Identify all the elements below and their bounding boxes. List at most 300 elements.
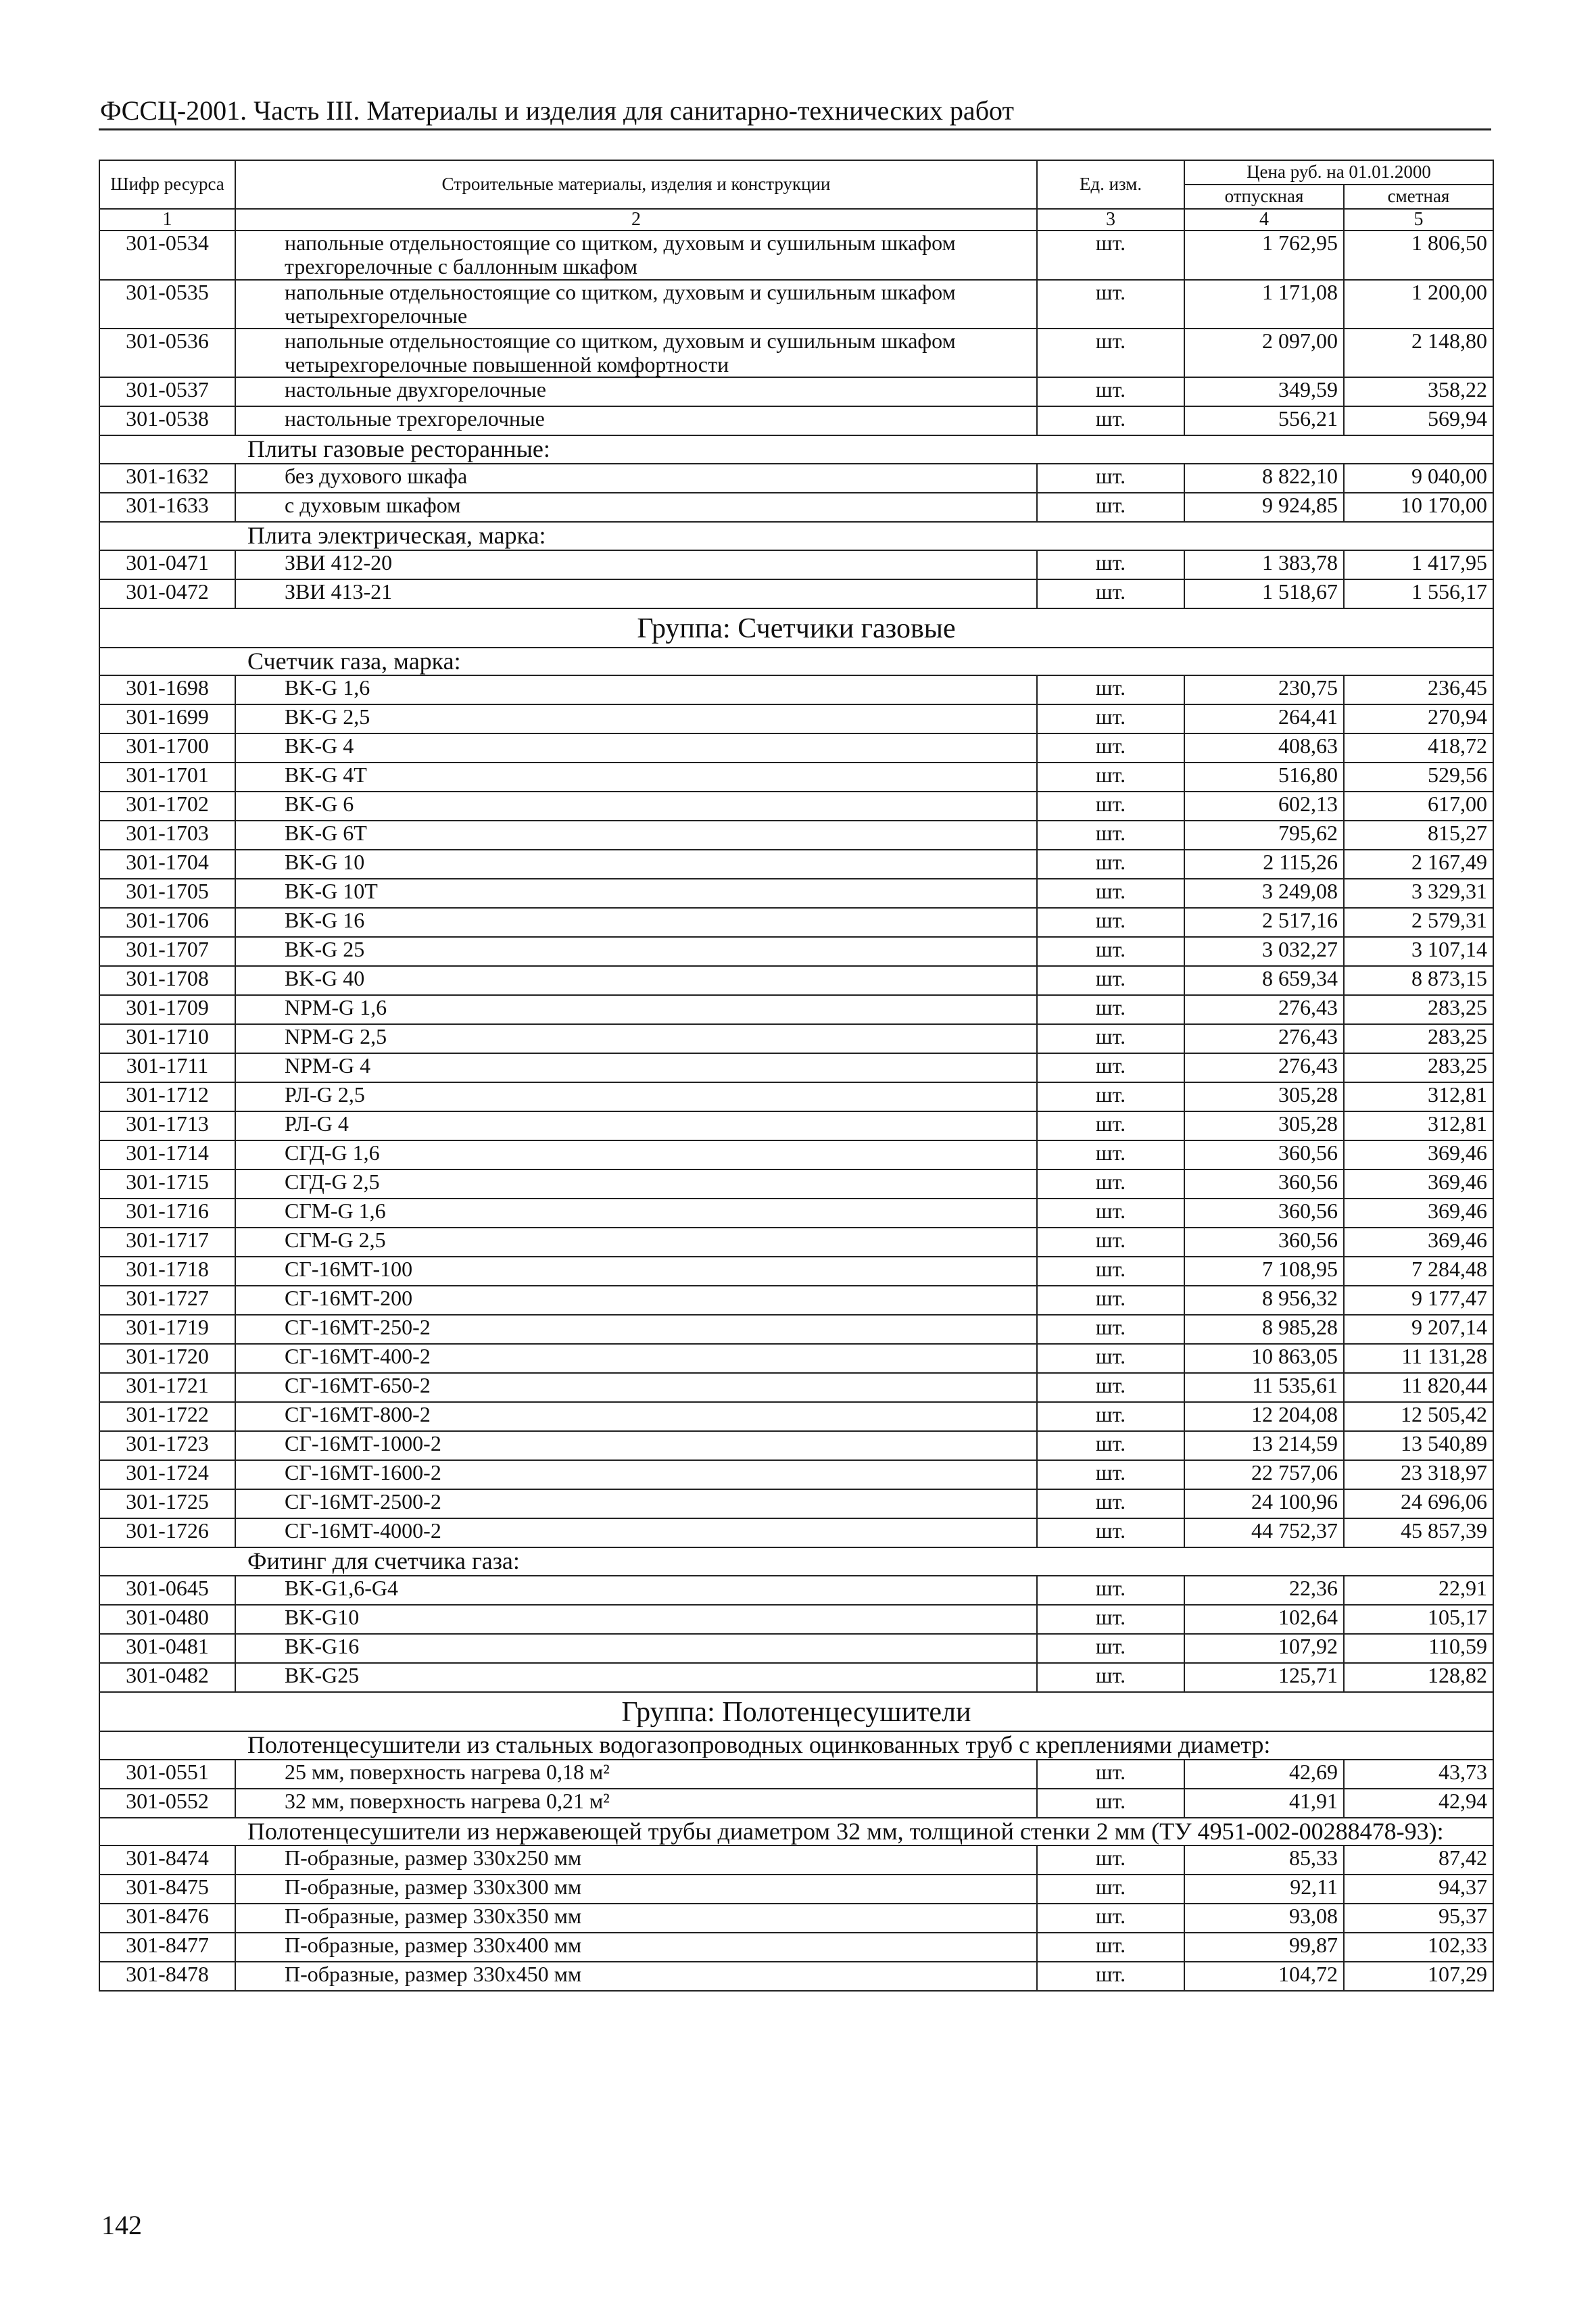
release-price: 276,43 [1184,1053,1344,1082]
release-price: 92,11 [1184,1875,1344,1904]
table-row [99,1962,1493,1991]
resource-code: 301-1722 [99,1402,235,1431]
estimate-price: 24 696,06 [1344,1489,1493,1518]
resource-code: 301-1704 [99,850,235,879]
release-price: 349,59 [1184,377,1344,406]
unit-cell: шт. [1037,406,1184,435]
table-row [99,550,1493,579]
resource-code: 301-1721 [99,1373,235,1402]
release-price: 360,56 [1184,1140,1344,1169]
item-name: П-образные, размер 330х400 мм [235,1933,1037,1962]
table-row [99,937,1493,966]
table-row [99,1518,1493,1547]
unit-cell: шт. [1037,1257,1184,1286]
release-price: 9 924,85 [1184,493,1344,522]
unit-cell: шт. [1037,1605,1184,1634]
table-row [99,1904,1493,1933]
estimate-price: 369,46 [1344,1199,1493,1228]
estimate-price: 529,56 [1344,763,1493,792]
estimate-price: 13 540,89 [1344,1431,1493,1460]
item-name: СГ-16МТ-1600-2 [235,1460,1037,1489]
item-name: 25 мм, поверхность нагрева 0,18 м² [235,1760,1037,1789]
resource-code: 301-1718 [99,1257,235,1286]
group-heading: Группа: Счетчики газовые [99,608,1493,648]
resource-code: 301-1706 [99,908,235,937]
table-row [99,1024,1493,1053]
resource-code: 301-1710 [99,1024,235,1053]
item-name: РЛ-G 2,5 [235,1082,1037,1111]
item-name: NPM-G 2,5 [235,1024,1037,1053]
resource-code: 301-0535 [99,280,235,329]
estimate-price: 312,81 [1344,1082,1493,1111]
unit-cell: шт. [1037,464,1184,493]
resource-code: 301-0538 [99,406,235,435]
unit-cell: шт. [1037,1875,1184,1904]
item-name: П-образные, размер 330х300 мм [235,1875,1037,1904]
release-price: 2 097,00 [1184,329,1344,377]
unit-cell: шт. [1037,821,1184,850]
resource-code: 301-1632 [99,464,235,493]
release-price: 7 108,95 [1184,1257,1344,1286]
col-header-code: Шифр ресурса [99,160,235,209]
resource-code: 301-0481 [99,1634,235,1663]
estimate-price: 95,37 [1344,1904,1493,1933]
table-row [99,1228,1493,1257]
item-name: BK-G 25 [235,937,1037,966]
item-name: ЗВИ 413-21 [235,579,1037,608]
page-header: ФССЦ-2001. Часть III. Материалы и изделия для санитарно-технических работ [100,95,1014,126]
item-name: СГМ-G 1,6 [235,1199,1037,1228]
item-name: СГ-16МТ-2500-2 [235,1489,1037,1518]
subgroup-heading-row [99,1547,1493,1576]
release-price: 516,80 [1184,763,1344,792]
estimate-price: 43,73 [1344,1760,1493,1789]
resource-code: 301-0551 [99,1760,235,1789]
estimate-price: 312,81 [1344,1111,1493,1140]
table-row [99,1576,1493,1605]
estimate-price: 369,46 [1344,1169,1493,1199]
unit-cell: шт. [1037,1169,1184,1199]
table-row [99,1875,1493,1904]
resource-code: 301-1714 [99,1140,235,1169]
item-name: BK-G25 [235,1663,1037,1692]
table-row [99,1460,1493,1489]
release-price: 360,56 [1184,1228,1344,1257]
table-row [99,1286,1493,1315]
item-name: СГМ-G 2,5 [235,1228,1037,1257]
subgroup-heading-row [99,435,1493,464]
unit-cell: шт. [1037,1111,1184,1140]
release-price: 8 985,28 [1184,1315,1344,1344]
unit-cell: шт. [1037,1576,1184,1605]
resource-code: 301-1719 [99,1315,235,1344]
item-name: напольные отдельностоящие со щитком, духовым и сушильным шкафом четырехгорелочные повышенной комфортности [235,329,1037,377]
table-row [99,1760,1493,1789]
estimate-price: 617,00 [1344,792,1493,821]
resource-code: 301-1726 [99,1518,235,1547]
col-header-price: Цена руб. на 01.01.2000 [1184,160,1493,185]
table-row [99,1373,1493,1402]
group-heading: Группа: Полотенцесушители [99,1692,1493,1731]
item-name: BK-G 6 [235,792,1037,821]
item-name: ЗВИ 412-20 [235,550,1037,579]
item-name: напольные отдельностоящие со щитком, духовым и сушильным шкафом четырехгорелочные [235,280,1037,329]
table-row [99,675,1493,704]
column-number: 1 [99,209,235,231]
page-number: 142 [101,2210,142,2240]
resource-code: 301-1708 [99,966,235,995]
release-price: 44 752,37 [1184,1518,1344,1547]
table-row [99,1431,1493,1460]
resource-code: 301-1698 [99,675,235,704]
release-price: 3 249,08 [1184,879,1344,908]
table-head [99,160,1493,231]
unit-cell: шт. [1037,1518,1184,1547]
estimate-price: 94,37 [1344,1875,1493,1904]
estimate-price: 358,22 [1344,377,1493,406]
unit-cell: шт. [1037,966,1184,995]
item-name: РЛ-G 4 [235,1111,1037,1140]
table-row [99,792,1493,821]
resource-code: 301-1717 [99,1228,235,1257]
estimate-price: 107,29 [1344,1962,1493,1991]
subgroup-heading-row [99,1818,1493,1846]
subgroup-heading: Счетчик газа, марка: [99,648,1493,676]
item-name: П-образные, размер 330х450 мм [235,1962,1037,1991]
unit-cell: шт. [1037,1789,1184,1818]
unit-cell: шт. [1037,579,1184,608]
resource-code: 301-1702 [99,792,235,821]
estimate-price: 7 284,48 [1344,1257,1493,1286]
estimate-price: 23 318,97 [1344,1460,1493,1489]
resource-code: 301-1705 [99,879,235,908]
estimate-price: 270,94 [1344,704,1493,733]
table-row [99,579,1493,608]
item-name: СГ-16МТ-250-2 [235,1315,1037,1344]
subgroup-heading: Полотенцесушители из стальных водогазопроводных оцинкованных труб с креплениями диаметр: [99,1731,1493,1760]
unit-cell: шт. [1037,1373,1184,1402]
item-name: BK-G 4 [235,733,1037,763]
item-name: BK-G10 [235,1605,1037,1634]
release-price: 1 383,78 [1184,550,1344,579]
release-price: 42,69 [1184,1760,1344,1789]
release-price: 556,21 [1184,406,1344,435]
table-row [99,1082,1493,1111]
release-price: 8 822,10 [1184,464,1344,493]
estimate-price: 8 873,15 [1344,966,1493,995]
resource-code: 301-1700 [99,733,235,763]
unit-cell: шт. [1037,231,1184,279]
unit-cell: шт. [1037,1140,1184,1169]
table-row [99,1845,1493,1875]
table-row [99,1169,1493,1199]
unit-cell: шт. [1037,1663,1184,1692]
estimate-price: 1 556,17 [1344,579,1493,608]
resource-code: 301-0537 [99,377,235,406]
unit-cell: шт. [1037,1962,1184,1991]
resource-code: 301-1720 [99,1344,235,1373]
col-header-estimate: сметная [1344,185,1493,209]
table-row [99,406,1493,435]
resource-code: 301-1709 [99,995,235,1024]
item-name: П-образные, размер 330х250 мм [235,1845,1037,1875]
release-price: 22,36 [1184,1576,1344,1605]
resource-code: 301-0472 [99,579,235,608]
item-name: СГД-G 2,5 [235,1169,1037,1199]
item-name: СГ-16МТ-400-2 [235,1344,1037,1373]
unit-cell: шт. [1037,704,1184,733]
col-header-release: отпускная [1184,185,1344,209]
item-name: настольные трехгорелочные [235,406,1037,435]
subgroup-heading: Плита электрическая, марка: [99,522,1493,550]
resource-code: 301-1711 [99,1053,235,1082]
table-row [99,493,1493,522]
estimate-price: 1 417,95 [1344,550,1493,579]
release-price: 276,43 [1184,995,1344,1024]
table-row [99,908,1493,937]
item-name: BK-G 16 [235,908,1037,937]
table-row [99,1634,1493,1663]
release-price: 99,87 [1184,1933,1344,1962]
item-name: с духовым шкафом [235,493,1037,522]
item-name: BK-G 1,6 [235,675,1037,704]
estimate-price: 2 148,80 [1344,329,1493,377]
item-name: BK-G 6T [235,821,1037,850]
unit-cell: шт. [1037,1402,1184,1431]
table-row [99,995,1493,1024]
estimate-price: 283,25 [1344,995,1493,1024]
estimate-price: 9 207,14 [1344,1315,1493,1344]
column-number: 2 [235,209,1037,231]
item-name: СГ-16МТ-100 [235,1257,1037,1286]
estimate-price: 11 820,44 [1344,1373,1493,1402]
release-price: 360,56 [1184,1199,1344,1228]
estimate-price: 369,46 [1344,1140,1493,1169]
estimate-price: 9 040,00 [1344,464,1493,493]
estimate-price: 569,94 [1344,406,1493,435]
table-row [99,1663,1493,1692]
item-name: BK-G 4T [235,763,1037,792]
unit-cell: шт. [1037,377,1184,406]
unit-cell: шт. [1037,1024,1184,1053]
unit-cell: шт. [1037,1228,1184,1257]
release-price: 41,91 [1184,1789,1344,1818]
estimate-price: 2 579,31 [1344,908,1493,937]
item-name: СГ-16МТ-650-2 [235,1373,1037,1402]
unit-cell: шт. [1037,1760,1184,1789]
resource-code: 301-1707 [99,937,235,966]
table-row [99,763,1493,792]
group-heading-row [99,1692,1493,1731]
column-number-row [99,209,1493,231]
unit-cell: шт. [1037,1431,1184,1460]
item-name: BK-G 2,5 [235,704,1037,733]
resource-code: 301-0482 [99,1663,235,1692]
item-name: BK-G 10 [235,850,1037,879]
estimate-price: 10 170,00 [1344,493,1493,522]
estimate-price: 236,45 [1344,675,1493,704]
release-price: 12 204,08 [1184,1402,1344,1431]
table-row [99,329,1493,377]
table-row [99,1789,1493,1818]
unit-cell: шт. [1037,1315,1184,1344]
release-price: 3 032,27 [1184,937,1344,966]
item-name: СГ-16МТ-1000-2 [235,1431,1037,1460]
release-price: 22 757,06 [1184,1460,1344,1489]
unit-cell: шт. [1037,1933,1184,1962]
estimate-price: 283,25 [1344,1024,1493,1053]
release-price: 104,72 [1184,1962,1344,1991]
release-price: 93,08 [1184,1904,1344,1933]
estimate-price: 110,59 [1344,1634,1493,1663]
unit-cell: шт. [1037,280,1184,329]
item-name: П-образные, размер 330х350 мм [235,1904,1037,1933]
release-price: 1 518,67 [1184,579,1344,608]
unit-cell: шт. [1037,329,1184,377]
item-name: СГД-G 1,6 [235,1140,1037,1169]
resource-code: 301-8474 [99,1845,235,1875]
item-name: 32 мм, поверхность нагрева 0,21 м² [235,1789,1037,1818]
resource-code: 301-1716 [99,1199,235,1228]
table-row [99,464,1493,493]
estimate-price: 9 177,47 [1344,1286,1493,1315]
release-price: 264,41 [1184,704,1344,733]
resource-code: 301-1712 [99,1082,235,1111]
item-name: без духового шкафа [235,464,1037,493]
release-price: 102,64 [1184,1605,1344,1634]
subgroup-heading: Фитинг для счетчика газа: [99,1547,1493,1576]
resource-code: 301-0536 [99,329,235,377]
release-price: 1 762,95 [1184,231,1344,279]
estimate-price: 2 167,49 [1344,850,1493,879]
release-price: 11 535,61 [1184,1373,1344,1402]
resource-code: 301-0471 [99,550,235,579]
column-number: 3 [1037,209,1184,231]
group-heading-row [99,608,1493,648]
header-rule [99,128,1491,130]
item-name: СГ-16МТ-4000-2 [235,1518,1037,1547]
unit-cell: шт. [1037,1634,1184,1663]
unit-cell: шт. [1037,1845,1184,1875]
table-row [99,1344,1493,1373]
resource-code: 301-0534 [99,231,235,279]
unit-cell: шт. [1037,763,1184,792]
estimate-price: 3 329,31 [1344,879,1493,908]
release-price: 107,92 [1184,1634,1344,1663]
unit-cell: шт. [1037,995,1184,1024]
resource-code: 301-1703 [99,821,235,850]
release-price: 408,63 [1184,733,1344,763]
estimate-price: 1 200,00 [1344,280,1493,329]
estimate-price: 105,17 [1344,1605,1493,1634]
resource-code: 301-8476 [99,1904,235,1933]
table-row [99,821,1493,850]
subgroup-heading: Плиты газовые ресторанные: [99,435,1493,464]
table-row [99,879,1493,908]
estimate-price: 815,27 [1344,821,1493,850]
item-name: BK-G 40 [235,966,1037,995]
unit-cell: шт. [1037,1082,1184,1111]
resource-code: 301-0552 [99,1789,235,1818]
release-price: 1 171,08 [1184,280,1344,329]
estimate-price: 369,46 [1344,1228,1493,1257]
unit-cell: шт. [1037,879,1184,908]
estimate-price: 42,94 [1344,1789,1493,1818]
table-row [99,850,1493,879]
table-row [99,1257,1493,1286]
resource-code: 301-1633 [99,493,235,522]
subgroup-heading: Полотенцесушители из нержавеющей трубы диаметром 32 мм, толщиной стенки 2 мм (ТУ 4951-002-00288478-93): [99,1818,1493,1846]
release-price: 13 214,59 [1184,1431,1344,1460]
release-price: 24 100,96 [1184,1489,1344,1518]
subgroup-heading-row [99,522,1493,550]
table-row [99,1199,1493,1228]
estimate-price: 11 131,28 [1344,1344,1493,1373]
unit-cell: шт. [1037,1460,1184,1489]
resource-code: 301-1713 [99,1111,235,1140]
resource-code: 301-1724 [99,1460,235,1489]
release-price: 8 659,34 [1184,966,1344,995]
table-row [99,1933,1493,1962]
release-price: 795,62 [1184,821,1344,850]
release-price: 8 956,32 [1184,1286,1344,1315]
estimate-price: 87,42 [1344,1845,1493,1875]
table-row [99,1605,1493,1634]
unit-cell: шт. [1037,675,1184,704]
release-price: 305,28 [1184,1111,1344,1140]
item-name: NPM-G 4 [235,1053,1037,1082]
release-price: 305,28 [1184,1082,1344,1111]
item-name: СГ-16МТ-800-2 [235,1402,1037,1431]
resource-code: 301-1715 [99,1169,235,1199]
resource-code: 301-1701 [99,763,235,792]
estimate-price: 128,82 [1344,1663,1493,1692]
release-price: 2 115,26 [1184,850,1344,879]
unit-cell: шт. [1037,850,1184,879]
table-row [99,1402,1493,1431]
unit-cell: шт. [1037,908,1184,937]
subgroup-heading-row [99,1731,1493,1760]
release-price: 230,75 [1184,675,1344,704]
estimate-price: 102,33 [1344,1933,1493,1962]
table-body [99,231,1493,1991]
table-row [99,280,1493,329]
release-price: 2 517,16 [1184,908,1344,937]
estimate-price: 418,72 [1344,733,1493,763]
resource-code: 301-1725 [99,1489,235,1518]
resource-code: 301-1727 [99,1286,235,1315]
item-name: СГ-16МТ-200 [235,1286,1037,1315]
estimate-price: 283,25 [1344,1053,1493,1082]
estimate-price: 12 505,42 [1344,1402,1493,1431]
col-header-unit: Ед. изм. [1037,160,1184,209]
table-row [99,1315,1493,1344]
resource-code: 301-8478 [99,1962,235,1991]
col-header-name: Строительные материалы, изделия и конструкции [235,160,1037,209]
table-row [99,231,1493,279]
table-row [99,733,1493,763]
estimate-price: 45 857,39 [1344,1518,1493,1547]
resource-code: 301-1699 [99,704,235,733]
unit-cell: шт. [1037,792,1184,821]
unit-cell: шт. [1037,1286,1184,1315]
unit-cell: шт. [1037,1344,1184,1373]
item-name: напольные отдельностоящие со щитком, духовым и сушильным шкафом трехгорелочные с баллонным шкафом [235,231,1037,279]
release-price: 125,71 [1184,1663,1344,1692]
column-number: 4 [1184,209,1344,231]
table-row [99,704,1493,733]
unit-cell: шт. [1037,1199,1184,1228]
